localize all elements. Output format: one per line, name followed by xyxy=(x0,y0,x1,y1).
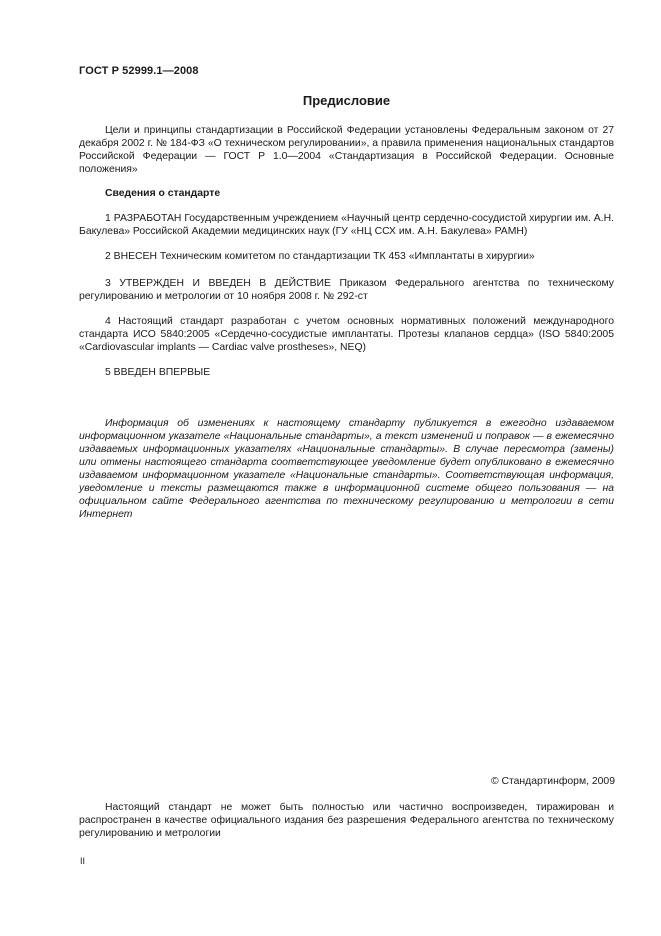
section-heading xyxy=(79,187,614,200)
reproduction-notice xyxy=(79,801,614,840)
copyright-notice: © Стандартинформ, 2009 xyxy=(490,776,615,787)
item-4-text: 4 Настоящий стандарт разработан с учетом основных нормативных положений международного стандарта ИСО 5840:2005 «Сердечно-сосудистые имплантаты. Протезы клапанов сердца» (ISO 5840:2005 «Cardiovascular implants — Cardiac valve prostheses», NEQ) xyxy=(79,316,614,353)
section-heading-text: Сведения о стандарте xyxy=(105,188,221,199)
item-5-text: 5 ВВЕДЕН ВПЕРВЫЕ xyxy=(105,367,211,378)
list-item xyxy=(79,315,614,354)
page-title: Предисловие xyxy=(302,93,391,108)
list-item xyxy=(79,277,614,303)
standard-code: ГОСТ Р 52999.1—2008 xyxy=(79,65,199,77)
item-1-text: 1 РАЗРАБОТАН Государственным учреждением «Научный центр сердечно-сосудистой хирургии им. А.Н. Бакулева» Российской Академии медицинских наук (ГУ «НЦ ССХ им. А.Н. Бакулева» РАМН) xyxy=(79,213,614,237)
item-2-text: 2 ВНЕСЕН Техническим комитетом по стандартизации ТК 453 «Имплантаты в хирургии» xyxy=(105,251,535,262)
page-number: II xyxy=(80,856,86,866)
list-item xyxy=(79,212,614,238)
item-3-text: 3 УТВЕРЖДЕН И ВВЕДЕН В ДЕЙСТВИЕ Приказом Федерального агентства по техническому регулированию и метрологии от 10 ноября 2008 г. № 292-ст xyxy=(79,278,614,302)
intro-paragraph xyxy=(79,124,614,176)
intro-text: Цели и принципы стандартизации в Российской Федерации установлены Федеральным законом от 27 декабря 2002 г. № 184-ФЗ «О техническом регулировании», а правила применения национальных стандартов Российской Федерации — ГОСТ Р 1.0—2004 «Стандартизация в Российской Федерации. Основные положения» xyxy=(79,125,614,175)
list-item xyxy=(79,250,614,263)
list-item xyxy=(79,366,614,379)
reproduction-notice-text: Настоящий стандарт не может быть полностью или частично воспроизведен, тиражирован и распространен в качестве официального издания без разрешения Федерального агентства по техническому регулированию и метрологии xyxy=(79,802,614,839)
notice-paragraph xyxy=(79,417,614,521)
notice-text: Информация об изменениях к настоящему стандарту публикуется в ежегодно издаваемом информационном указателе «Национальные стандарты», а текст изменений и поправок — в ежемесячно издаваемых информационных указателях «Национальные стандарты». В случае пересмотра (замены) или отмены настоящего стандарта соответствующее уведомление будет опубликовано в ежемесячно издаваемом информационном указателе «Национальные стандарты». Соответствующая информация, уведомление и тексты размещаются также в информационной системе общего пользования — на официальном сайте Федерального агентства по техническому регулированию и метрологии в сети Интернет xyxy=(79,418,614,520)
